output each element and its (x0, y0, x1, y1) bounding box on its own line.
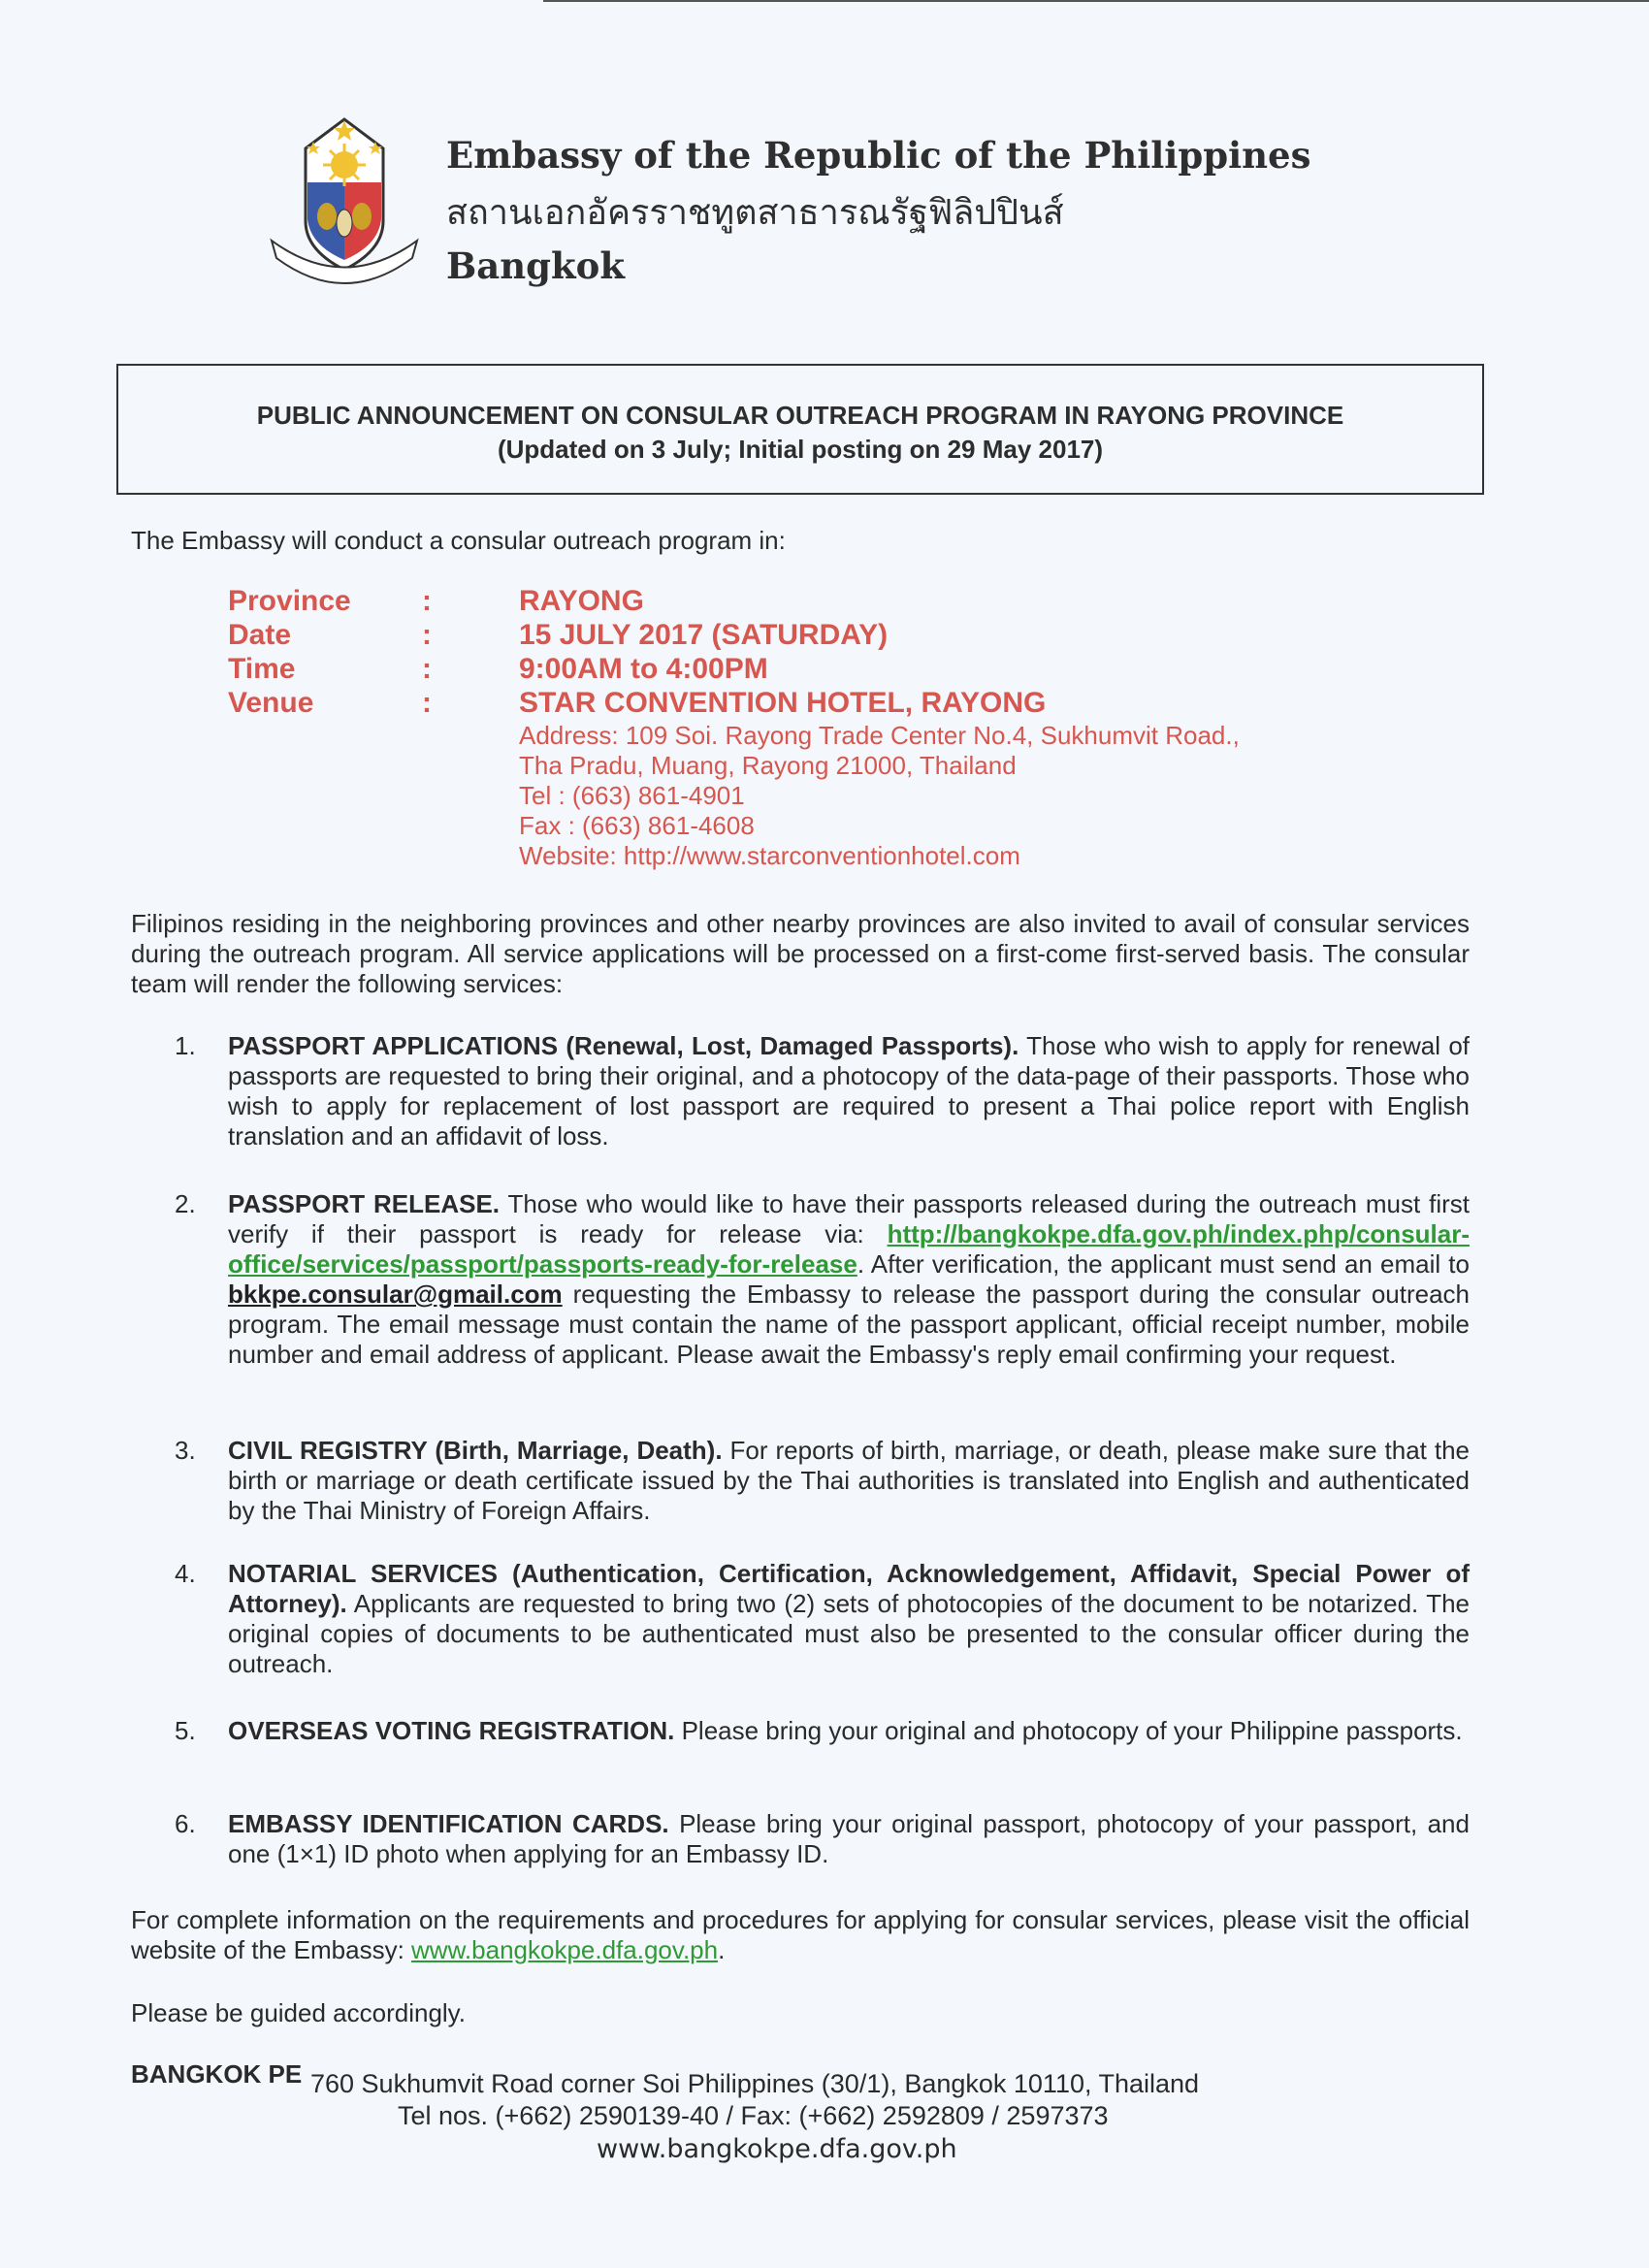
service-heading: NOTARIAL SERVICES (Authentication, Certification, Acknowledgement, Affidavit, Special Power of Attorney). (228, 1559, 1470, 1618)
scan-top-border (543, 0, 1649, 2)
intro-text: The Embassy will conduct a consular outreach program in: (131, 526, 786, 555)
service-text: Please bring your original passport, photocopy of your passport, and one (1×1) ID photo when applying for an Embassy ID. (228, 1809, 1470, 1868)
service-number: 1. (175, 1031, 196, 1060)
venue-fax: Fax : (663) 861-4608 (519, 811, 755, 840)
venue-address-line2: Tha Pradu, Muang, Rayong 21000, Thailand (519, 751, 1017, 780)
service-item-6 (175, 1809, 1470, 1869)
detail-colon: : (422, 585, 432, 617)
philippine-seal-icon (267, 114, 422, 294)
passport-ready-link[interactable]: http://bangkokpe.dfa.gov.ph/index.php/consular-office/services/passport/passports-ready-for-release (228, 1219, 1470, 1279)
announcement-subtitle: (Updated on 3 July; Initial posting on 29 May 2017) (497, 435, 1104, 464)
closing-paragraph (131, 1905, 1470, 1965)
service-item-1 (175, 1031, 1470, 1151)
embassy-thai-title: สถานเอกอัครราชทูตสาธารณรัฐฟิลิปปินส์ (446, 193, 1064, 233)
announcement-box (116, 364, 1484, 495)
venue-tel: Tel : (663) 861-4901 (519, 781, 745, 810)
date-label: Date (228, 619, 292, 651)
service-text: Those who wish to apply for renewal of passports are requested to bring their original, and a photocopy of the data-page of their passports. Those who wish to apply for replacement of lost passport are required to present a Thai police report with English translation and an affidavit of loss. (228, 1031, 1470, 1150)
outreach-details (228, 585, 1392, 871)
service-number: 2. (175, 1189, 196, 1218)
province-label: Province (228, 585, 351, 617)
service-text: Those who would like to have their passports released during the outreach must first verify if their passport is ready for release via: (228, 1189, 1470, 1248)
closing-end: . (718, 1935, 726, 1964)
service-heading: EMBASSY IDENTIFICATION CARDS. (228, 1809, 669, 1838)
service-text: For reports of birth, marriage, or death, please make sure that the birth or marriage or death certificate issued by the Thai authorities is translated into English and authenticated by the Thai Ministry of Foreign Affairs. (228, 1436, 1471, 1525)
embassy-website-link[interactable]: www.bangkokpe.dfa.gov.ph (411, 1935, 719, 1964)
service-item-3 (175, 1436, 1470, 1526)
detail-row-province (228, 585, 1392, 619)
service-text: requesting the Embassy to release the passport during the consular outreach program. The email message must contain the name of the passport applicant, official receipt number, mobile number and email address of applicant. Please await the Embassy's reply email confirming your request. (228, 1280, 1470, 1369)
venue-address-line1: Address: 109 Soi. Rayong Trade Center No.4, Sukhumvit Road., (519, 721, 1240, 750)
embassy-title: Embassy of the Republic of the Philippines (446, 134, 1311, 177)
service-item-2 (175, 1189, 1470, 1370)
guided-text: Please be guided accordingly. (131, 1998, 466, 2027)
footer-website: www.bangkokpe.dfa.gov.ph (597, 2134, 957, 2164)
service-number: 3. (175, 1436, 196, 1465)
footer-org: BANGKOK PE (131, 2059, 303, 2089)
closing-text: For complete information on the requirements and procedures for applying for consular services, please visit the official website of the Embassy: (131, 1905, 1470, 1964)
service-text: Please bring your original and photocopy of your Philippine passports. (674, 1716, 1463, 1745)
service-number: 4. (175, 1559, 196, 1588)
detail-colon: : (422, 619, 432, 651)
venue-label: Venue (228, 687, 314, 719)
province-value: RAYONG (519, 585, 644, 617)
invite-paragraph: Filipinos residing in the neighboring provinces and other nearby provinces are also invited to avail of consular services during the outreach program. All service applications will be processed on a first-come first-served basis. The consular team will render the following services: (131, 909, 1470, 998)
service-text: . After verification, the applicant must send an email to (857, 1249, 1470, 1279)
service-item-5 (175, 1716, 1470, 1746)
detail-colon: : (422, 687, 432, 719)
service-heading: PASSPORT RELEASE. (228, 1189, 501, 1218)
detail-colon: : (422, 653, 432, 685)
service-heading: PASSPORT APPLICATIONS (Renewal, Lost, Damaged Passports). (228, 1031, 1019, 1060)
detail-row-venue (228, 687, 1392, 721)
service-number: 6. (175, 1809, 196, 1838)
time-value: 9:00AM to 4:00PM (519, 653, 768, 685)
date-value: 15 JULY 2017 (SATURDAY) (519, 619, 889, 651)
venue-website[interactable]: Website: http://www.starconventionhotel.com (519, 841, 1020, 870)
time-label: Time (228, 653, 296, 685)
venue-value: STAR CONVENTION HOTEL, RAYONG (519, 687, 1047, 719)
embassy-city: Bangkok (446, 244, 625, 287)
service-text: Applicants are requested to bring two (2) sets of photocopies of the document to be notarized. The original copies of documents to be authenticated must also be presented to the consular officer during the outreach. (228, 1589, 1470, 1678)
service-number: 5. (175, 1716, 196, 1745)
service-heading: CIVIL REGISTRY (Birth, Marriage, Death). (228, 1436, 723, 1465)
consular-email-link[interactable]: bkkpe.consular@gmail.com (228, 1280, 563, 1309)
announcement-title: PUBLIC ANNOUNCEMENT ON CONSULAR OUTREACH PROGRAM IN RAYONG PROVINCE (256, 401, 1344, 430)
detail-row-date (228, 619, 1392, 653)
footer-phones: Tel nos. (+662) 2590139-40 / Fax: (+662) 2592809 / 2597373 (398, 2101, 1109, 2130)
service-heading: OVERSEAS VOTING REGISTRATION. (228, 1716, 675, 1745)
footer-address: 760 Sukhumvit Road corner Soi Philippines (30/1), Bangkok 10110, Thailand (310, 2069, 1200, 2098)
detail-row-time (228, 653, 1392, 687)
service-item-4 (175, 1559, 1470, 1679)
